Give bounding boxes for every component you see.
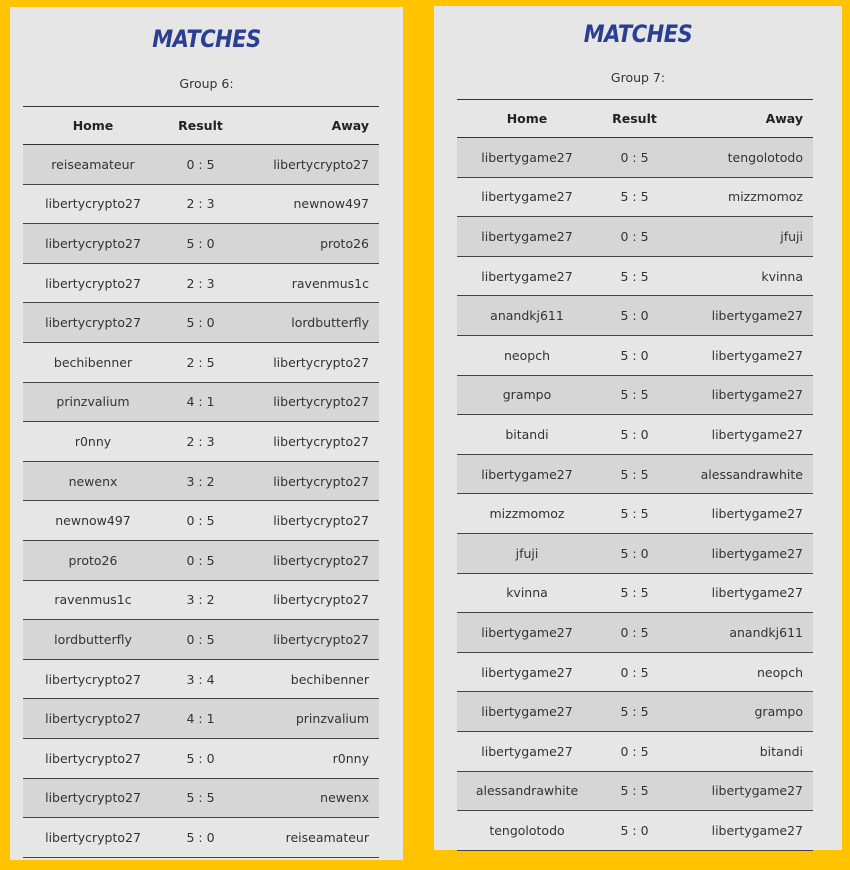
- home-header: Home: [457, 100, 597, 138]
- home-cell: lordbutterfly: [23, 620, 163, 660]
- result-cell: 5 : 5: [597, 771, 672, 811]
- away-cell: libertycrypto27: [238, 620, 379, 660]
- result-cell: 0 : 5: [597, 652, 672, 692]
- away-cell: newenx: [238, 778, 379, 818]
- result-cell: 5 : 0: [597, 415, 672, 455]
- table-row: [23, 184, 379, 224]
- result-cell: 0 : 5: [597, 613, 672, 653]
- table-row: [457, 652, 813, 692]
- table-row: [23, 580, 379, 620]
- home-cell: libertycrypto27: [23, 224, 163, 264]
- home-cell: ravenmus1c: [23, 580, 163, 620]
- away-cell: libertygame27: [672, 811, 813, 851]
- table-row: [457, 256, 813, 296]
- result-cell: 2 : 3: [163, 263, 238, 303]
- home-cell: kvinna: [457, 573, 597, 613]
- table-row: [23, 382, 379, 422]
- away-cell: libertycrypto27: [238, 145, 379, 185]
- away-cell: libertygame27: [672, 573, 813, 613]
- table-row: [457, 692, 813, 732]
- matches-table: [23, 106, 379, 858]
- result-cell: 5 : 0: [163, 738, 238, 778]
- home-cell: libertygame27: [457, 731, 597, 771]
- table-row: [23, 501, 379, 541]
- away-cell: jfuji: [672, 217, 813, 257]
- table-header-row: [23, 107, 379, 145]
- away-cell: lordbutterfly: [238, 303, 379, 343]
- home-cell: bechibenner: [23, 342, 163, 382]
- table-row: [457, 177, 813, 217]
- result-cell: 0 : 5: [597, 217, 672, 257]
- home-cell: neopch: [457, 335, 597, 375]
- result-cell: 5 : 0: [597, 811, 672, 851]
- away-cell: reiseamateur: [238, 818, 379, 858]
- matches-title: MATCHES: [152, 25, 261, 53]
- away-cell: bitandi: [672, 731, 813, 771]
- away-cell: proto26: [238, 224, 379, 264]
- home-cell: libertycrypto27: [23, 303, 163, 343]
- result-cell: 5 : 5: [597, 375, 672, 415]
- home-cell: mizzmomoz: [457, 494, 597, 534]
- result-cell: 3 : 2: [163, 580, 238, 620]
- home-cell: proto26: [23, 540, 163, 580]
- table-row: [457, 533, 813, 573]
- result-cell: 2 : 3: [163, 184, 238, 224]
- home-header: Home: [23, 107, 163, 145]
- table-row: [23, 303, 379, 343]
- away-cell: kvinna: [672, 256, 813, 296]
- result-cell: 0 : 5: [163, 540, 238, 580]
- table-row: [23, 699, 379, 739]
- away-cell: bechibenner: [238, 659, 379, 699]
- table-row: [23, 224, 379, 264]
- away-cell: newnow497: [238, 184, 379, 224]
- away-cell: libertygame27: [672, 415, 813, 455]
- table-row: [457, 138, 813, 178]
- home-cell: libertygame27: [457, 177, 597, 217]
- away-cell: r0nny: [238, 738, 379, 778]
- table-row: [457, 613, 813, 653]
- home-cell: libertygame27: [457, 138, 597, 178]
- result-header: Result: [597, 100, 672, 138]
- table-row: [457, 217, 813, 257]
- matches-title: MATCHES: [583, 20, 693, 48]
- home-cell: libertycrypto27: [23, 184, 163, 224]
- result-header: Result: [163, 107, 238, 145]
- away-header: Away: [672, 100, 813, 138]
- result-cell: 0 : 5: [597, 138, 672, 178]
- table-row: [457, 494, 813, 534]
- result-cell: 5 : 0: [597, 533, 672, 573]
- table-row: [23, 738, 379, 778]
- table-row: [457, 415, 813, 455]
- home-cell: libertygame27: [457, 692, 597, 732]
- away-cell: libertycrypto27: [238, 382, 379, 422]
- result-cell: 5 : 0: [163, 818, 238, 858]
- away-cell: libertygame27: [672, 494, 813, 534]
- home-cell: libertycrypto27: [23, 778, 163, 818]
- group-label: Group 7:: [610, 70, 666, 85]
- result-cell: 5 : 5: [597, 573, 672, 613]
- table-row: [23, 659, 379, 699]
- home-cell: libertygame27: [457, 613, 597, 653]
- result-cell: 5 : 5: [597, 256, 672, 296]
- table-row: [457, 811, 813, 851]
- group-label: Group 6:: [179, 76, 234, 91]
- away-cell: alessandrawhite: [672, 454, 813, 494]
- result-cell: 3 : 4: [163, 659, 238, 699]
- result-cell: 2 : 3: [163, 422, 238, 462]
- group-6-panel: [10, 7, 403, 860]
- result-cell: 5 : 5: [163, 778, 238, 818]
- table-row: [23, 263, 379, 303]
- table-row: [23, 145, 379, 185]
- table-row: [457, 573, 813, 613]
- away-cell: libertycrypto27: [238, 540, 379, 580]
- result-cell: 4 : 1: [163, 699, 238, 739]
- home-cell: libertygame27: [457, 652, 597, 692]
- away-cell: neopch: [672, 652, 813, 692]
- result-cell: 5 : 5: [597, 692, 672, 732]
- away-cell: libertygame27: [672, 335, 813, 375]
- table-row: [457, 375, 813, 415]
- away-cell: libertygame27: [672, 375, 813, 415]
- table-row: [23, 422, 379, 462]
- away-cell: ravenmus1c: [238, 263, 379, 303]
- away-cell: libertycrypto27: [238, 501, 379, 541]
- result-cell: 0 : 5: [163, 145, 238, 185]
- result-cell: 5 : 0: [163, 224, 238, 264]
- table-row: [23, 620, 379, 660]
- home-cell: libertycrypto27: [23, 263, 163, 303]
- result-cell: 5 : 0: [163, 303, 238, 343]
- result-cell: 5 : 5: [597, 494, 672, 534]
- home-cell: bitandi: [457, 415, 597, 455]
- away-header: Away: [238, 107, 379, 145]
- table-row: [23, 342, 379, 382]
- home-cell: reiseamateur: [23, 145, 163, 185]
- home-cell: libertygame27: [457, 454, 597, 494]
- result-cell: 5 : 5: [597, 177, 672, 217]
- home-cell: libertycrypto27: [23, 738, 163, 778]
- table-row: [23, 461, 379, 501]
- away-cell: anandkj611: [672, 613, 813, 653]
- table-row: [457, 296, 813, 336]
- table-row: [23, 818, 379, 858]
- away-cell: libertycrypto27: [238, 461, 379, 501]
- away-cell: libertycrypto27: [238, 422, 379, 462]
- result-cell: 3 : 2: [163, 461, 238, 501]
- home-cell: jfuji: [457, 533, 597, 573]
- home-cell: tengolotodo: [457, 811, 597, 851]
- table-row: [457, 731, 813, 771]
- result-cell: 0 : 5: [597, 731, 672, 771]
- home-cell: libertycrypto27: [23, 659, 163, 699]
- table-header-row: [457, 100, 813, 138]
- home-cell: r0nny: [23, 422, 163, 462]
- away-cell: grampo: [672, 692, 813, 732]
- home-cell: libertycrypto27: [23, 818, 163, 858]
- result-cell: 5 : 0: [597, 335, 672, 375]
- away-cell: libertycrypto27: [238, 342, 379, 382]
- away-cell: tengolotodo: [672, 138, 813, 178]
- result-cell: 5 : 5: [597, 454, 672, 494]
- table-row: [457, 454, 813, 494]
- matches-table: [457, 99, 813, 851]
- result-cell: 2 : 5: [163, 342, 238, 382]
- result-cell: 4 : 1: [163, 382, 238, 422]
- away-cell: mizzmomoz: [672, 177, 813, 217]
- table-row: [457, 335, 813, 375]
- home-cell: prinzvalium: [23, 382, 163, 422]
- result-cell: 5 : 0: [597, 296, 672, 336]
- home-cell: libertygame27: [457, 217, 597, 257]
- away-cell: prinzvalium: [238, 699, 379, 739]
- away-cell: libertygame27: [672, 296, 813, 336]
- result-cell: 0 : 5: [163, 620, 238, 660]
- group-7-panel: [434, 6, 842, 850]
- away-cell: libertygame27: [672, 771, 813, 811]
- table-row: [457, 771, 813, 811]
- result-cell: 0 : 5: [163, 501, 238, 541]
- table-row: [23, 540, 379, 580]
- away-cell: libertycrypto27: [238, 580, 379, 620]
- home-cell: grampo: [457, 375, 597, 415]
- away-cell: libertygame27: [672, 533, 813, 573]
- home-cell: newnow497: [23, 501, 163, 541]
- home-cell: libertycrypto27: [23, 699, 163, 739]
- home-cell: newenx: [23, 461, 163, 501]
- home-cell: libertygame27: [457, 256, 597, 296]
- home-cell: alessandrawhite: [457, 771, 597, 811]
- home-cell: anandkj611: [457, 296, 597, 336]
- table-row: [23, 778, 379, 818]
